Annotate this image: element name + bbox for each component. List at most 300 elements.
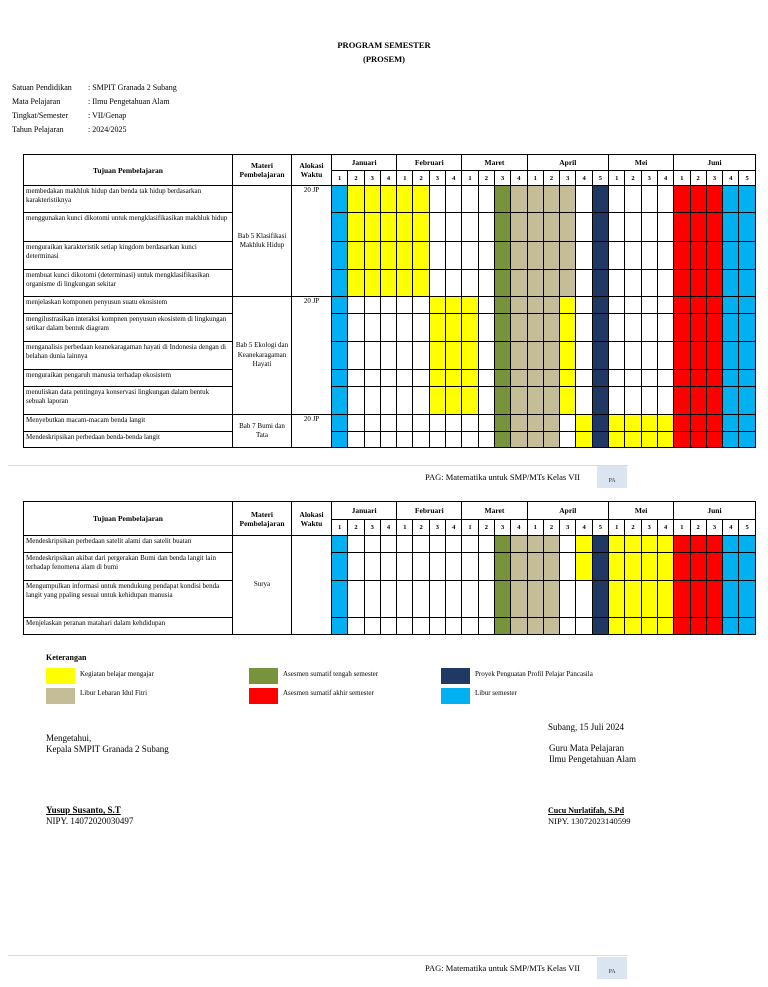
schedule-cell [332,270,348,297]
schedule-cell [706,297,722,314]
schedule-cell [690,342,706,370]
schedule-cell [429,387,445,415]
schedule-cell [592,387,608,415]
schedule-cell [543,297,559,314]
schedule-cell [413,370,429,387]
schedule-cell [641,314,657,342]
week-number: 2 [348,171,364,186]
schedule-cell [674,370,690,387]
identity-block [12,81,177,137]
week-number: 1 [462,171,478,186]
objective-cell: membuat kunci dikotomi (determinasi) untuk mengklasifikasikan organisme di lingkungan sekitar [24,270,233,297]
schedule-cell [413,186,429,213]
legend-label: Asesmen sumatif akhir semester [283,689,374,697]
schedule-cell [543,270,559,297]
schedule-cell [462,314,478,342]
schedule-cell [413,270,429,297]
schedule-cell [413,415,429,432]
info-value: : 2024/2025 [88,125,127,134]
week-number: 2 [690,520,706,536]
schedule-cell [609,432,625,448]
week-number: 1 [674,171,690,186]
schedule-cell [364,415,380,432]
schedule-cell [657,387,673,415]
schedule-cell [348,581,364,618]
week-number: 3 [494,520,510,536]
schedule-cell [446,342,462,370]
schedule-cell [446,314,462,342]
schedule-cell [332,186,348,213]
schedule-cell [625,536,641,553]
schedule-cell [429,297,445,314]
info-value: : VII/Genap [88,111,127,120]
schedule-cell [462,242,478,270]
schedule-cell [478,186,494,213]
schedule-cell [543,432,559,448]
schedule-cell [723,297,739,314]
schedule-cell [397,581,413,618]
schedule-cell [560,536,576,553]
schedule-cell [641,242,657,270]
alokasi-cell: 20 JP [292,297,332,415]
schedule-cell [723,186,739,213]
schedule-cell [739,213,755,242]
schedule-cell [494,536,510,553]
schedule-cell [625,581,641,618]
schedule-cell [625,553,641,581]
schedule-cell [478,270,494,297]
schedule-cell [397,618,413,635]
week-number: 1 [674,520,690,536]
schedule-cell [641,581,657,618]
info-label: Tingkat/Semester [12,111,69,120]
week-number: 2 [690,171,706,186]
schedule-cell [380,415,396,432]
schedule-cell [348,553,364,581]
schedule-cell [609,342,625,370]
schedule-cell [332,213,348,242]
schedule-cell [723,618,739,635]
week-number: 2 [625,520,641,536]
schedule-cell [706,432,722,448]
schedule-cell [446,618,462,635]
schedule-cell [690,581,706,618]
schedule-cell [706,213,722,242]
sig-line: Kepala SMPIT Granada 2 Subang [46,744,169,754]
schedule-cell [592,618,608,635]
schedule-cell [429,536,445,553]
program-semester-table [23,154,756,448]
schedule-cell [560,581,576,618]
week-number: 4 [723,171,739,186]
schedule-cell [429,618,445,635]
week-number: 2 [413,171,429,186]
schedule-cell [511,270,527,297]
schedule-cell [592,242,608,270]
legend-title: Keterangan [46,653,87,662]
objective-cell: menggunakan kunci dikotomi untuk mengklasifikasikan makhluk hidup [24,213,233,242]
schedule-cell [657,242,673,270]
schedule-cell [609,242,625,270]
schedule-cell [527,370,543,387]
schedule-cell [478,432,494,448]
schedule-cell [592,213,608,242]
schedule-cell [397,536,413,553]
schedule-cell [478,314,494,342]
schedule-cell [429,415,445,432]
schedule-cell [609,213,625,242]
objective-cell: menjelaskan komponen penyusun suatu ekosistem [24,297,233,314]
schedule-cell [380,370,396,387]
schedule-cell [380,314,396,342]
schedule-cell [739,270,755,297]
schedule-cell [576,415,592,432]
schedule-cell [674,618,690,635]
schedule-cell [739,432,755,448]
schedule-cell [527,342,543,370]
schedule-cell [657,432,673,448]
schedule-cell [397,370,413,387]
document-title: PROGRAM SEMESTER [337,40,431,50]
info-row [12,123,177,137]
week-number: 1 [609,171,625,186]
schedule-cell [723,242,739,270]
schedule-cell [413,536,429,553]
schedule-cell [592,536,608,553]
legend-swatch-libur [441,688,470,704]
schedule-cell [674,213,690,242]
objective-cell: Mendeskripsikan perbedaan satelit alami dan satelit buatan [24,536,233,553]
info-label: Mata Pelajaran [12,97,61,106]
week-number: 1 [397,520,413,536]
signature-right-name-block [548,805,631,827]
schedule-cell [380,553,396,581]
schedule-cell [625,387,641,415]
legend-label: Proyek Penguatan Profil Pelajar Pancasila [475,670,593,678]
week-number: 1 [527,520,543,536]
schedule-cell [511,370,527,387]
schedule-cell [576,387,592,415]
schedule-cell [674,270,690,297]
schedule-cell [332,432,348,448]
schedule-cell [739,314,755,342]
week-number: 4 [723,520,739,536]
objective-cell: Mengumpulkan informasi untuk mendukung pendapat kondisi benda langit yang ppaling sesuai untuk kehidupan manusia [24,581,233,618]
week-number: 1 [332,520,348,536]
week-number: 1 [609,520,625,536]
week-number: 4 [511,171,527,186]
week-number: 4 [380,520,396,536]
schedule-cell [543,387,559,415]
schedule-cell [397,432,413,448]
schedule-cell [397,415,413,432]
schedule-cell [576,297,592,314]
week-number: 4 [446,171,462,186]
schedule-cell [397,213,413,242]
schedule-cell [674,553,690,581]
schedule-cell [380,618,396,635]
schedule-cell [723,342,739,370]
schedule-cell [348,314,364,342]
legend-label: Libur Lebaran Idul Fitri [80,689,148,697]
schedule-cell [674,387,690,415]
schedule-cell [543,314,559,342]
header-tujuan: Tujuan Pembelajaran [24,502,233,536]
month-header: Juni [674,155,755,171]
info-label: Tahun Pelajaran [12,125,64,134]
schedule-cell [348,370,364,387]
schedule-cell [364,618,380,635]
schedule-cell [641,553,657,581]
schedule-cell [576,314,592,342]
schedule-cell [527,242,543,270]
schedule-cell [511,297,527,314]
schedule-cell [641,186,657,213]
schedule-cell [592,270,608,297]
week-number: 5 [739,520,755,536]
schedule-cell [511,242,527,270]
schedule-cell [543,342,559,370]
schedule-cell [511,387,527,415]
schedule-cell [429,432,445,448]
schedule-cell [739,242,755,270]
schedule-cell [543,370,559,387]
schedule-cell [527,186,543,213]
header-alokasi: Alokasi Waktu [292,502,332,536]
schedule-cell [511,581,527,618]
week-number: 2 [478,171,494,186]
schedule-cell [527,270,543,297]
schedule-cell [543,618,559,635]
week-number: 4 [446,520,462,536]
schedule-cell [641,297,657,314]
schedule-cell [446,270,462,297]
schedule-cell [511,186,527,213]
schedule-cell [576,618,592,635]
schedule-cell [576,370,592,387]
schedule-cell [511,342,527,370]
schedule-cell [429,314,445,342]
schedule-cell [560,314,576,342]
schedule-cell [397,553,413,581]
week-number: 3 [429,171,445,186]
schedule-cell [706,242,722,270]
schedule-cell [641,415,657,432]
schedule-cell [413,618,429,635]
schedule-cell [364,186,380,213]
objective-cell: menguraikan karakteristik setiap kingdom berdasarkan kunci determinasi [24,242,233,270]
week-number: 4 [380,171,396,186]
objective-cell: Mendeskripsikan perbedaan benda-benda langit [24,432,233,448]
signer-nip: NIPY. 13072023140599 [548,816,631,826]
schedule-cell [560,618,576,635]
week-number: 3 [641,520,657,536]
schedule-cell [511,553,527,581]
schedule-cell [592,415,608,432]
week-number: 4 [511,520,527,536]
schedule-cell [609,581,625,618]
schedule-cell [543,553,559,581]
schedule-cell [348,213,364,242]
schedule-cell [478,242,494,270]
schedule-cell [462,387,478,415]
schedule-cell [706,536,722,553]
schedule-cell [739,297,755,314]
schedule-cell [429,213,445,242]
schedule-cell [723,387,739,415]
schedule-cell [332,415,348,432]
schedule-cell [657,618,673,635]
schedule-cell [478,213,494,242]
schedule-cell [494,553,510,581]
month-header: Februari [397,502,462,520]
schedule-cell [690,314,706,342]
schedule-cell [364,387,380,415]
schedule-cell [560,297,576,314]
schedule-cell [690,618,706,635]
week-number: 4 [657,171,673,186]
materi-cell: Bab 5 Ekologi dan Keanekaragaman Hayati [233,297,292,415]
info-value: : Ilmu Pengetahuan Alam [88,97,170,106]
schedule-cell [690,270,706,297]
schedule-cell [657,297,673,314]
schedule-cell [674,581,690,618]
objective-cell: Mendeskripsikan akibat dari pergerakan Bumi dan benda langit lain terhadap fenomena alam di bumi [24,553,233,581]
footer-text: PAG: Matematika untuk SMP/MTs Kelas VII [425,963,581,973]
schedule-cell [690,432,706,448]
schedule-cell [625,432,641,448]
schedule-cell [478,581,494,618]
week-number: 1 [462,520,478,536]
schedule-cell [494,186,510,213]
schedule-cell [739,553,755,581]
schedule-cell [690,415,706,432]
week-number: 3 [560,171,576,186]
footer-badge: PA [597,957,627,979]
schedule-cell [332,387,348,415]
schedule-cell [332,370,348,387]
week-number: 3 [364,171,380,186]
signer-name: Cucu Nurlatifah, S.Pd [548,806,625,815]
schedule-cell [576,342,592,370]
objective-cell: membedakan makhluk hidup dan benda tak hidup berdasarkan karakteristiknya [24,186,233,213]
schedule-cell [625,270,641,297]
schedule-cell [657,342,673,370]
sig-line: Ilmu Pengetahuan Alam [549,754,636,764]
alokasi-cell: 20 JP [292,186,332,297]
footer-divider [8,465,628,466]
schedule-cell [364,370,380,387]
schedule-cell [527,618,543,635]
schedule-cell [560,387,576,415]
materi-cell: Bab 7 Bumi dan Tata [233,415,292,448]
schedule-cell [494,387,510,415]
schedule-cell [690,213,706,242]
month-header: Juni [674,502,755,520]
schedule-cell [609,618,625,635]
schedule-cell [462,553,478,581]
schedule-cell [364,342,380,370]
schedule-cell [364,270,380,297]
materi-cell: Bab 5 Klasifikasi Makhluk Hidup [233,186,292,297]
legend-swatch-p5 [441,668,470,684]
alokasi-cell: 20 JP [292,415,332,448]
schedule-cell [641,618,657,635]
week-number: 4 [657,520,673,536]
schedule-cell [397,314,413,342]
schedule-cell [625,342,641,370]
schedule-cell [478,415,494,432]
sig-line: Guru Mata Pelajaran [549,743,624,753]
schedule-cell [657,270,673,297]
schedule-cell [609,553,625,581]
schedule-cell [674,297,690,314]
header-tujuan: Tujuan Pembelajaran [24,155,233,186]
schedule-cell [527,432,543,448]
schedule-cell [641,213,657,242]
week-number: 2 [478,520,494,536]
signature-right [549,743,636,765]
schedule-cell [739,536,755,553]
week-number: 3 [706,171,722,186]
schedule-cell [446,432,462,448]
schedule-cell [348,186,364,213]
schedule-cell [348,242,364,270]
schedule-cell [332,581,348,618]
schedule-cell [576,242,592,270]
schedule-cell [446,536,462,553]
schedule-cell [723,536,739,553]
schedule-cell [576,186,592,213]
schedule-cell [592,342,608,370]
week-number: 2 [543,520,559,536]
info-row [12,81,177,95]
schedule-cell [446,370,462,387]
schedule-cell [625,314,641,342]
week-number: 3 [429,520,445,536]
schedule-cell [332,242,348,270]
schedule-cell [674,415,690,432]
schedule-cell [380,387,396,415]
schedule-cell [543,213,559,242]
schedule-cell [364,553,380,581]
schedule-cell [446,581,462,618]
schedule-cell [413,387,429,415]
schedule-cell [527,314,543,342]
schedule-cell [527,387,543,415]
schedule-cell [625,297,641,314]
schedule-cell [657,415,673,432]
schedule-cell [592,553,608,581]
header-materi: Materi Pembelajaran [233,502,292,536]
schedule-cell [592,297,608,314]
signer-nip: NIPY. 14072020030497 [46,816,134,826]
schedule-cell [494,618,510,635]
schedule-cell [592,186,608,213]
schedule-cell [462,432,478,448]
schedule-cell [690,186,706,213]
schedule-cell [543,186,559,213]
schedule-cell [478,342,494,370]
schedule-cell [674,242,690,270]
month-header: Maret [462,502,527,520]
info-value: : SMPIT Granada 2 Subang [88,83,177,92]
schedule-cell [706,618,722,635]
schedule-cell [560,553,576,581]
schedule-cell [674,314,690,342]
schedule-cell [560,270,576,297]
schedule-cell [739,581,755,618]
